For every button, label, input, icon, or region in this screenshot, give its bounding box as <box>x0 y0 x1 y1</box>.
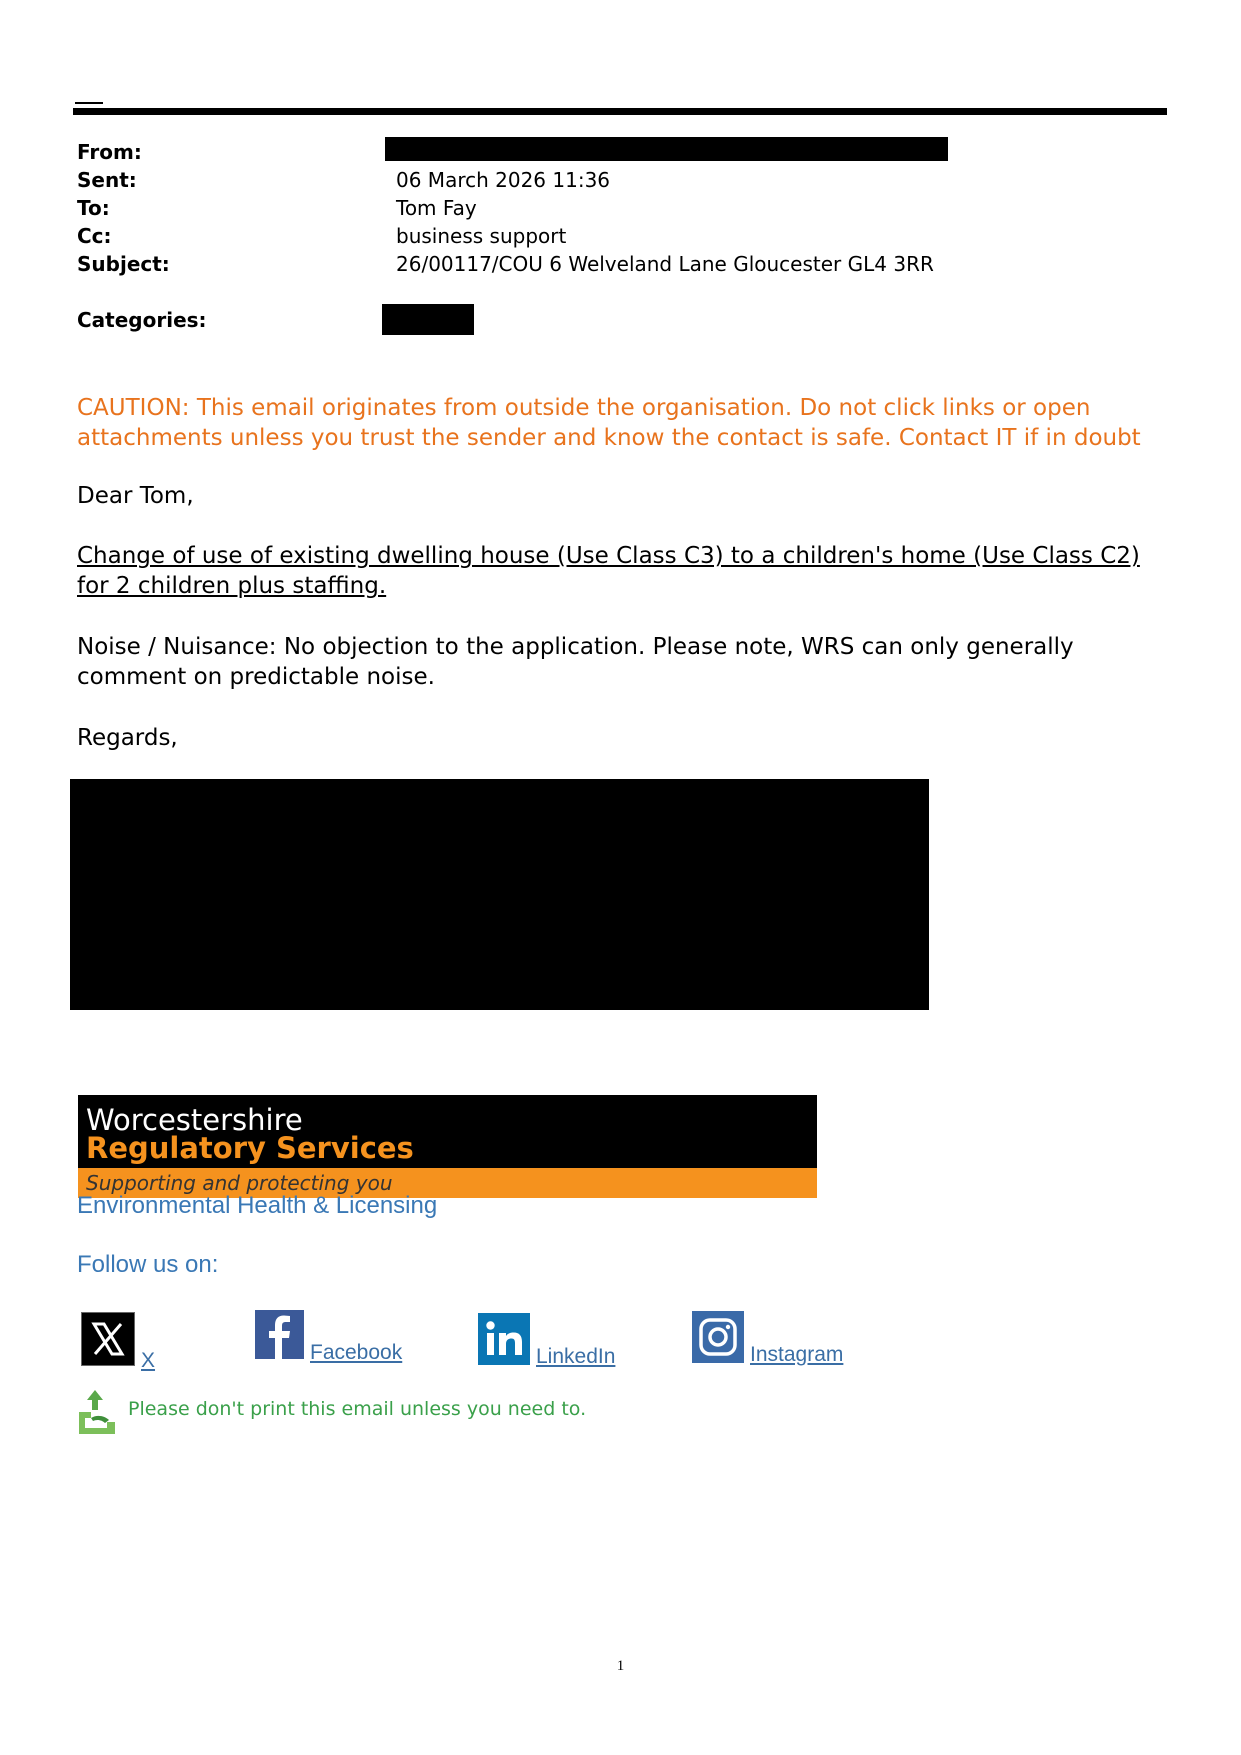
to-label: To: <box>77 196 110 220</box>
department-name: Environmental Health & Licensing <box>77 1192 438 1219</box>
from-redaction <box>385 137 948 161</box>
follow-us: Follow us on: <box>77 1251 219 1278</box>
x-icon[interactable] <box>81 1312 135 1366</box>
facebook-icon[interactable] <box>255 1310 304 1359</box>
signoff: Regards, <box>77 725 178 751</box>
signature-redaction <box>70 779 929 1010</box>
subject-label: Subject: <box>77 252 170 276</box>
facebook-link[interactable]: Facebook <box>310 1341 403 1364</box>
categories-label: Categories: <box>77 308 207 332</box>
linkedin-icon[interactable] <box>478 1313 530 1365</box>
sent-label: Sent: <box>77 168 137 192</box>
to-value: Tom Fay <box>396 196 477 220</box>
logo-line1: Worcestershire <box>86 1103 303 1137</box>
linkedin-link[interactable]: LinkedIn <box>536 1345 616 1368</box>
sent-value: 06 March 2026 11:36 <box>396 168 611 192</box>
page-number: 1 <box>616 1658 625 1674</box>
instagram-link[interactable]: Instagram <box>750 1343 844 1366</box>
noise-comment: Noise / Nuisance: No objection to the application. Please note, WRS can only generally comment on predictable noise. <box>77 634 1074 690</box>
proposal-description: Change of use of existing dwelling house (Use Class C3) to a children's home (Use Class C2) for 2 children plus staffing. <box>77 543 1140 599</box>
logo-tagline: Supporting and protecting you <box>86 1171 393 1195</box>
recycle-icon <box>77 1388 117 1434</box>
header-mark <box>75 102 103 104</box>
print-note: Please don't print this email unless you need to. <box>128 1398 587 1420</box>
header-rule <box>73 108 1167 115</box>
cc-value: business support <box>396 224 567 248</box>
greeting: Dear Tom, <box>77 483 194 509</box>
categories-redaction <box>382 304 474 335</box>
x-link[interactable]: X <box>141 1349 156 1372</box>
cc-label: Cc: <box>77 224 112 248</box>
subject-value: 26/00117/COU 6 Welveland Lane Gloucester GL4 3RR <box>396 252 934 276</box>
logo-line2: Regulatory Services <box>86 1131 414 1165</box>
caution-banner: CAUTION: This email originates from outside the organisation. Do not click links or open attachments unless you trust the sender and know the contact is safe. Contact IT if in doubt <box>77 395 1141 451</box>
from-label: From: <box>77 140 142 164</box>
wrs-logo <box>78 1095 817 1198</box>
instagram-icon[interactable] <box>692 1311 744 1363</box>
